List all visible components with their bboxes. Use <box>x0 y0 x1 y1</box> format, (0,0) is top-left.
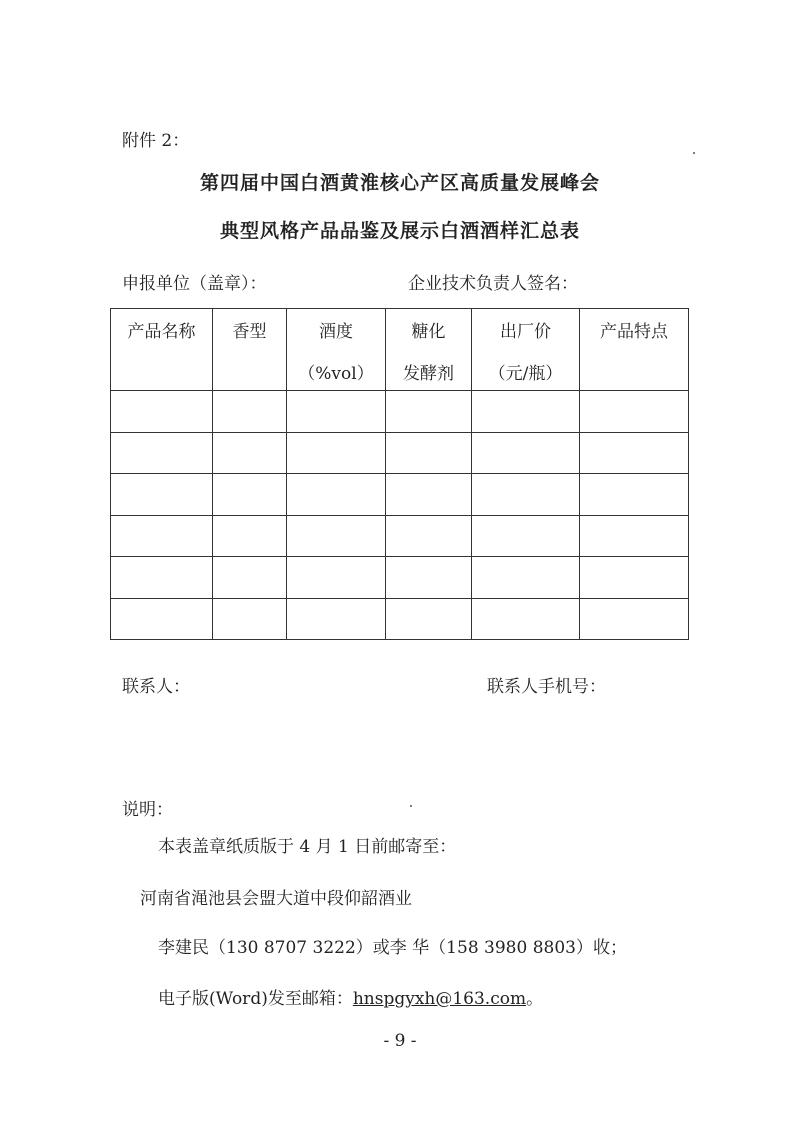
table-cell[interactable] <box>472 432 580 474</box>
note-deadline: 本表盖章纸质版于 4 月 1 日前邮寄至： <box>158 837 457 857</box>
page-number: - 9 - <box>383 1031 417 1051</box>
table-cell[interactable] <box>386 598 472 640</box>
table-cell[interactable] <box>580 557 689 599</box>
note-address: 河南省渑池县会盟大道中段仰韶酒业 <box>140 889 412 909</box>
table-cell[interactable] <box>580 474 689 516</box>
note-email-line <box>158 984 543 1009</box>
email-link[interactable]: hnspgyxh@163.com <box>352 989 527 1009</box>
table-row <box>111 557 689 599</box>
header-product-name: 产品名称 <box>111 309 213 391</box>
table-cell[interactable] <box>213 391 287 433</box>
table-cell[interactable] <box>213 557 287 599</box>
table-cell[interactable] <box>580 432 689 474</box>
table-row <box>111 432 689 474</box>
header-alcohol-content: 酒度 （%vol） <box>287 309 386 391</box>
table-cell[interactable] <box>213 515 287 557</box>
table-cell[interactable] <box>111 598 213 640</box>
header-aroma-type: 香型 <box>213 309 287 391</box>
table-cell[interactable] <box>287 391 386 433</box>
note-email-suffix: 。 <box>526 989 544 1009</box>
table-cell[interactable] <box>287 432 386 474</box>
note-email-prefix: 电子版(Word)发至邮箱： <box>158 989 353 1009</box>
header-starter: 糖化 发酵剂 <box>386 309 472 391</box>
table-cell[interactable] <box>213 598 287 640</box>
table-cell[interactable] <box>287 515 386 557</box>
table-cell[interactable] <box>472 474 580 516</box>
table-cell[interactable] <box>472 515 580 557</box>
applicant-field-label: 申报单位（盖章）： <box>122 274 267 294</box>
table-cell[interactable] <box>111 391 213 433</box>
header-factory-price: 出厂价 （元/瓶） <box>472 309 580 391</box>
note-recipients: 李建民（130 8707 3222）或李 华（158 3980 8803）收； <box>158 938 627 958</box>
table-row <box>111 515 689 557</box>
table-cell[interactable] <box>111 515 213 557</box>
table-header-row <box>111 309 689 391</box>
header-product-features: 产品特点 <box>580 309 689 391</box>
table-cell[interactable] <box>111 557 213 599</box>
table-cell[interactable] <box>386 515 472 557</box>
table-cell[interactable] <box>386 557 472 599</box>
scan-speck <box>410 805 412 807</box>
table-cell[interactable] <box>287 598 386 640</box>
contact-phone-label: 联系人手机号： <box>487 677 606 697</box>
sample-summary-table <box>110 308 689 640</box>
notes-heading: 说明： <box>122 800 173 820</box>
scan-speck <box>693 152 695 154</box>
table-cell[interactable] <box>472 557 580 599</box>
table-cell[interactable] <box>111 474 213 516</box>
signature-field-label: 企业技术负责人签名： <box>408 274 578 294</box>
table-cell[interactable] <box>386 391 472 433</box>
table-row <box>111 598 689 640</box>
table-cell[interactable] <box>580 515 689 557</box>
attachment-label: 附件 2： <box>122 131 190 151</box>
table-cell[interactable] <box>213 474 287 516</box>
table-cell[interactable] <box>111 432 213 474</box>
contact-person-label: 联系人： <box>122 677 190 697</box>
table-row <box>111 474 689 516</box>
table-cell[interactable] <box>580 391 689 433</box>
table-cell[interactable] <box>386 432 472 474</box>
table-cell[interactable] <box>580 598 689 640</box>
document-title-line-2: 典型风格产品品鉴及展示白酒酒样汇总表 <box>219 220 580 242</box>
table-cell[interactable] <box>287 557 386 599</box>
table-cell[interactable] <box>213 432 287 474</box>
table-cell[interactable] <box>472 598 580 640</box>
table-row <box>111 391 689 433</box>
table-cell[interactable] <box>386 474 472 516</box>
table-cell[interactable] <box>472 391 580 433</box>
table-cell[interactable] <box>287 474 386 516</box>
document-title-line-1: 第四届中国白酒黄淮核心产区高质量发展峰会 <box>199 172 600 194</box>
